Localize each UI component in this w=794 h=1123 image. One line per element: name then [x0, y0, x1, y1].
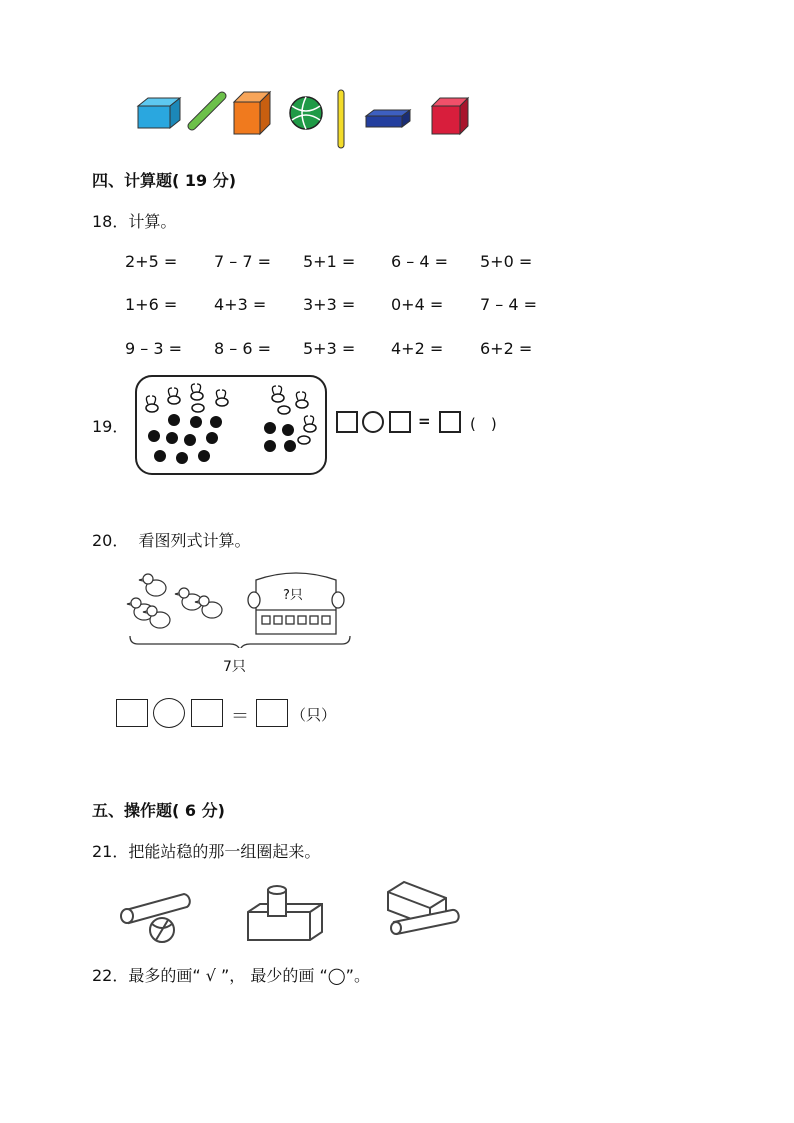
bees-flowers-picture	[134, 374, 328, 476]
flower-icon	[154, 450, 166, 462]
equation: 1+6 =	[125, 295, 178, 314]
orange-cube-icon	[234, 92, 270, 134]
equation: 6+2 =	[480, 339, 533, 358]
fence-question-label: ?只	[283, 588, 303, 603]
equation: 7 – 7 =	[214, 252, 272, 271]
answer-box[interactable]	[256, 699, 288, 727]
chicken-icon	[139, 574, 166, 596]
red-cube-icon	[432, 98, 468, 134]
stability-group-1[interactable]	[116, 884, 192, 944]
stability-group-3[interactable]	[382, 878, 462, 936]
flower-icon	[206, 432, 218, 444]
chickens-picture	[124, 566, 354, 648]
answer-box[interactable]	[439, 411, 461, 433]
answer-box[interactable]	[336, 411, 358, 433]
unit-label: （只）	[291, 706, 337, 724]
equation: 5+0 =	[480, 252, 533, 271]
equation: 4+3 =	[214, 295, 267, 314]
equation: 6 – 4 =	[391, 252, 449, 271]
bee-icon	[278, 406, 290, 414]
equation: 3+3 =	[303, 295, 356, 314]
equation: 0+4 =	[391, 295, 444, 314]
flower-icon	[284, 440, 296, 452]
section-5-title: 五、操作题( 6 分)	[92, 801, 225, 820]
green-cylinder-icon	[192, 96, 222, 126]
answer-box[interactable]	[191, 699, 223, 727]
navy-cuboid-icon	[366, 110, 410, 127]
brace-total-label: 7只	[223, 659, 246, 675]
equation: 4+2 =	[391, 339, 444, 358]
yellow-stick-icon	[338, 90, 344, 148]
equation: 2+5 =	[125, 252, 178, 271]
operator-circle[interactable]	[362, 411, 384, 433]
operator-circle[interactable]	[153, 698, 185, 728]
flower-icon	[190, 416, 202, 428]
top-shapes-row	[130, 86, 480, 152]
question-18-label: 18．计算。	[92, 212, 177, 231]
equation: 9 – 3 =	[125, 339, 183, 358]
flower-icon	[198, 450, 210, 462]
chicken-icon	[175, 588, 202, 610]
answer-box[interactable]	[389, 411, 411, 433]
bee-icon	[298, 436, 310, 444]
equation: 8 – 6 =	[214, 339, 272, 358]
flower-icon	[176, 452, 188, 464]
equation: 5+3 =	[303, 339, 356, 358]
equation: 7 – 4 =	[480, 295, 538, 314]
flower-icon	[210, 416, 222, 428]
equals-sign: =	[418, 412, 431, 430]
section-4-title: 四、计算题( 19 分)	[92, 171, 237, 190]
coop-fence-icon	[248, 573, 344, 634]
flower-icon	[264, 422, 276, 434]
equation: 5+1 =	[303, 252, 356, 271]
flower-icon	[282, 424, 294, 436]
question-19-label: 19．	[92, 417, 129, 436]
flower-icon	[168, 414, 180, 426]
flower-icon	[166, 432, 178, 444]
question-20-label: 20． 看图列式计算。	[92, 531, 251, 550]
green-ball-icon	[290, 97, 322, 129]
answer-box[interactable]	[116, 699, 148, 727]
question-22-label: 22．最多的画“ √ ”， 最少的画 “◯”。	[92, 966, 370, 985]
flower-icon	[184, 434, 196, 446]
flower-icon	[264, 440, 276, 452]
equals-sign: ＝	[231, 706, 249, 727]
blue-cuboid-icon	[138, 98, 180, 128]
stability-group-2[interactable]	[242, 882, 326, 944]
question-21-label: 21．把能站稳的那一组圈起来。	[92, 842, 321, 861]
bee-icon	[192, 404, 204, 412]
unit-parentheses: ( )	[470, 415, 497, 433]
flower-icon	[148, 430, 160, 442]
